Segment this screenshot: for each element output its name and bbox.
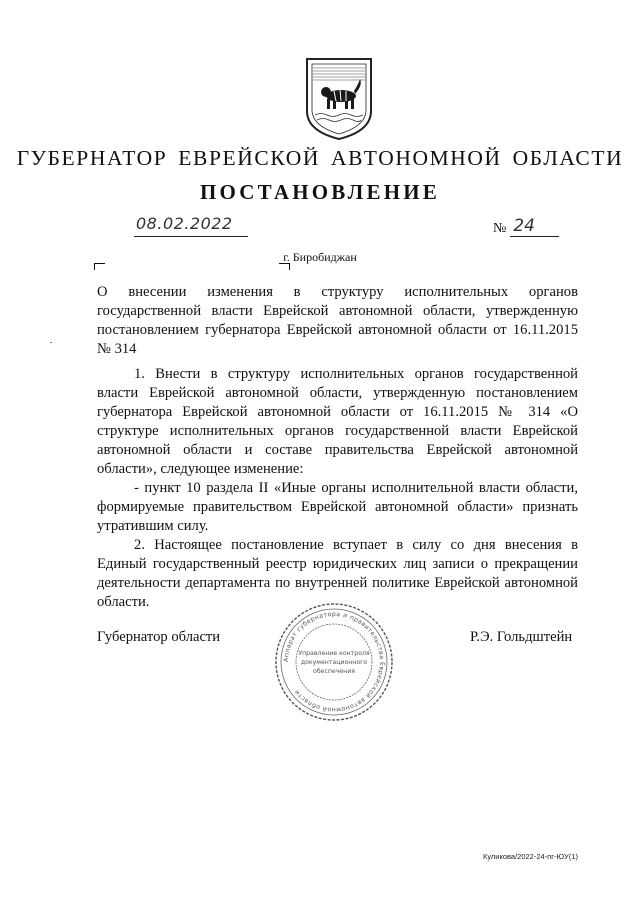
signatory-title: Губернатор области xyxy=(97,629,221,645)
paragraph-2: 2. Настоящее постановление вступает в силу со дня внесения в Единый государственный реестр юридических лиц записи о прекращении деятельности департамента по внутренней политике Еврейской автономной области. xyxy=(97,537,578,610)
margin-mark xyxy=(50,342,52,343)
paragraph-1: 1. Внести в структуру исполнительных органов государственной власти Еврейской автономной области, утвержденную постановлением губернатора Еврейской автономной области от 16.11.2015 № 314 «О структуре исполнительных органов государственной власти Еврейской автономной области и составе правительства Еврейской автономной области», следующее изменение: xyxy=(97,366,578,477)
document-number xyxy=(493,216,559,238)
city-line: г. Биробиджан xyxy=(283,250,357,264)
subject-bracket-right xyxy=(279,263,290,270)
document-type-title: ПОСТАНОВЛЕНИЕ xyxy=(199,180,441,204)
seal-outer-text: Аппарат губернатора и правительства Еврейской автономной области xyxy=(282,610,386,714)
number-sign: № xyxy=(493,221,507,236)
paragraph-1-item: - пункт 10 раздела II «Иные органы исполнительной власти области, формируемые правительством Еврейской автономной области» признать утратившим силу. xyxy=(97,480,578,534)
official-seal-stamp xyxy=(272,600,396,724)
subject-bracket-left xyxy=(94,263,105,270)
issuing-authority: ГУБЕРНАТОР ЕВРЕЙСКОЙ АВТОНОМНОЙ ОБЛАСТИ xyxy=(16,146,624,170)
document-body xyxy=(97,365,578,612)
signatory-name: Р.Э. Гольдштейн xyxy=(470,629,573,645)
seal-inner-line-2: документационного xyxy=(300,659,368,666)
seal-inner-line-3: обеспечения xyxy=(313,668,355,675)
handwritten-number: 24 xyxy=(510,216,559,237)
handwritten-date: 08.02.2022 xyxy=(134,214,248,237)
document-subject: О внесении изменения в структуру исполнительных органов государственной власти Еврейской автономной области, утвержденную постановлением губернатора Еврейской автономной области от 16.11.2015 № 314 xyxy=(97,284,578,357)
executor-code: Куликова/2022-24-пг-ЮУ(1) xyxy=(482,852,578,861)
seal-inner-line-1: Управление контроля xyxy=(298,650,370,657)
coat-of-arms-emblem xyxy=(303,55,375,141)
